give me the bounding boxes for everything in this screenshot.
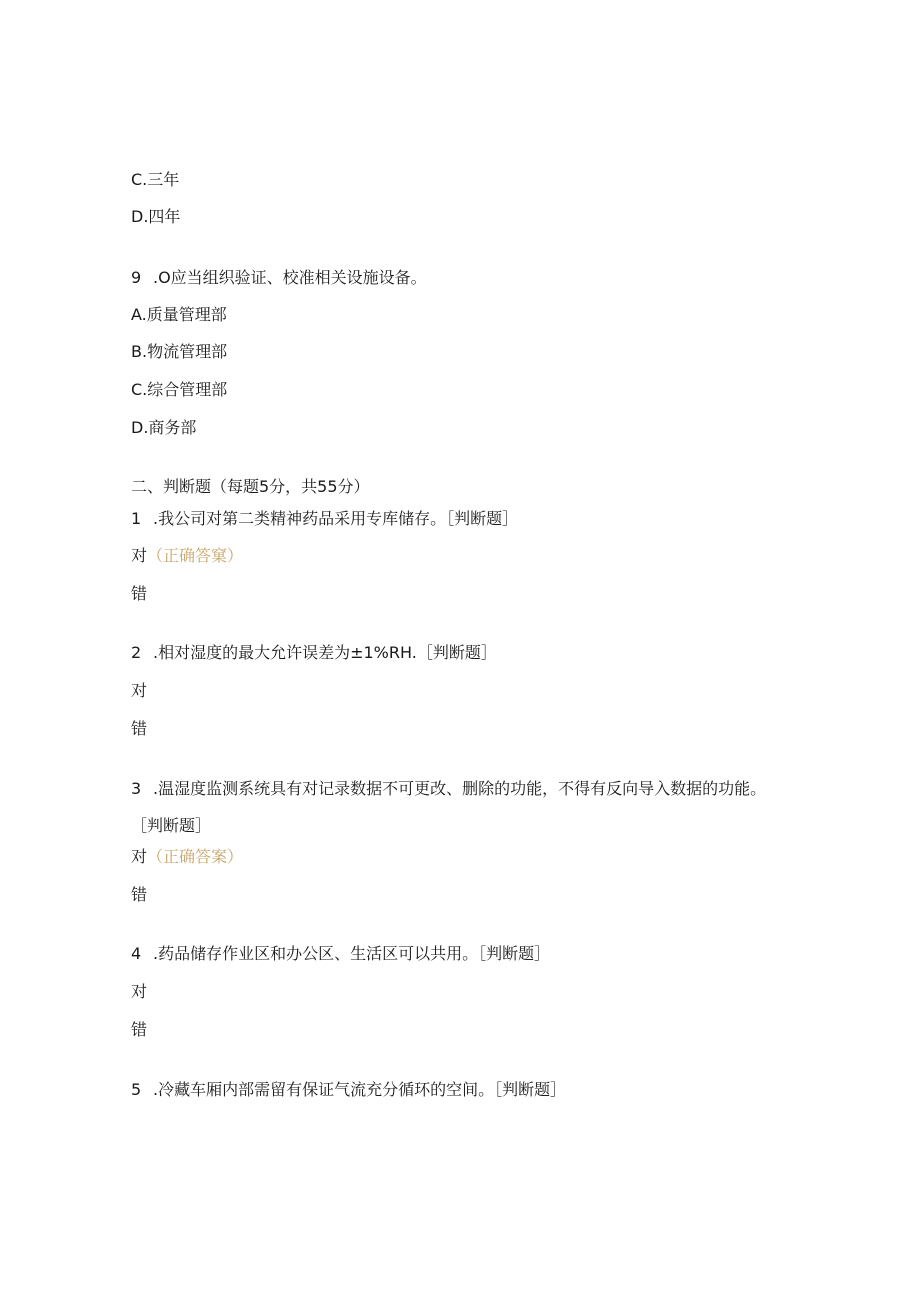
option-text: 质量管理部 — [146, 305, 227, 324]
correct-answer-mark: （正确答窠） — [147, 546, 244, 565]
question-text: .冷藏车厢内部需留有保证气流充分循环的空间。［判断题］ — [153, 1080, 567, 1099]
question-number: 2 — [131, 643, 142, 662]
question-number: 1 — [131, 509, 142, 528]
q9-option-c: C.综合管理部 — [131, 380, 228, 399]
option-key: A — [131, 305, 142, 324]
question-number: 5 — [131, 1080, 142, 1099]
option-key: C — [131, 380, 143, 399]
option-text: 物流管理部 — [147, 342, 228, 361]
q8-option-d: D.四年 — [131, 207, 181, 226]
q9-option-a: A.质量管理部 — [131, 305, 227, 324]
judgement-1-option-false — [131, 583, 147, 605]
question-number: 3 — [131, 779, 142, 798]
correct-answer-mark: （正确答案） — [147, 847, 244, 866]
question-number: 9 — [131, 268, 142, 287]
option-key: D — [131, 207, 144, 226]
question-number: 4 — [131, 944, 142, 963]
option-text: 错 — [131, 719, 148, 738]
option-text: 对 — [131, 982, 148, 1001]
option-text: 四年 — [148, 207, 181, 226]
judgement-2-option-true — [131, 680, 147, 702]
judgement-4-option-false — [131, 1019, 147, 1041]
judgement-2-question — [131, 642, 497, 664]
question-text: .我公司对第二类精神药品采用专库储存。［判断题］ — [153, 509, 519, 528]
judgement-1-question — [131, 508, 518, 530]
judgement-5-question — [131, 1079, 566, 1101]
option-text: 综合管理部 — [147, 380, 228, 399]
question-text: .药品储存作业区和办公区、生活区可以共用。［判断题］ — [153, 944, 551, 963]
option-text: 商务部 — [148, 418, 197, 437]
judgement-4-option-true — [131, 981, 147, 1003]
judgement-1-option-true — [131, 545, 243, 567]
q8-option-c: C.三年 — [131, 170, 180, 189]
q9-question — [131, 267, 427, 289]
judgement-3-option-false — [131, 884, 147, 906]
question-text: .相对湿度的最大允许误差为±1%RH.［判断题］ — [153, 643, 497, 662]
question-text: .温湿度监测系统具有对记录数据不可更改、删除的功能，不得有反向导入数据的功能。［判断题］ — [131, 779, 767, 835]
q9-option-b: B.物流管理部 — [131, 342, 228, 361]
judgement-3-option-true — [131, 846, 243, 868]
option-text: 对 — [131, 546, 148, 565]
judgement-2-option-false — [131, 718, 147, 740]
judgement-3-question — [131, 770, 781, 844]
q9-option-d: D.商务部 — [131, 418, 197, 437]
option-text: 三年 — [147, 170, 180, 189]
section-heading: 二、判断题（每题5分，共55分） — [131, 477, 370, 496]
option-key: C — [131, 170, 143, 189]
option-text: 对 — [131, 681, 148, 700]
option-key: B — [131, 342, 142, 361]
option-text: 错 — [131, 1020, 148, 1039]
option-text: 错 — [131, 885, 148, 904]
option-text: 错 — [131, 584, 148, 603]
option-key: D — [131, 418, 144, 437]
option-text: 对 — [131, 847, 148, 866]
question-text: .O应当组织验证、校准相关设施设备。 — [153, 268, 427, 287]
judgement-4-question — [131, 943, 550, 965]
